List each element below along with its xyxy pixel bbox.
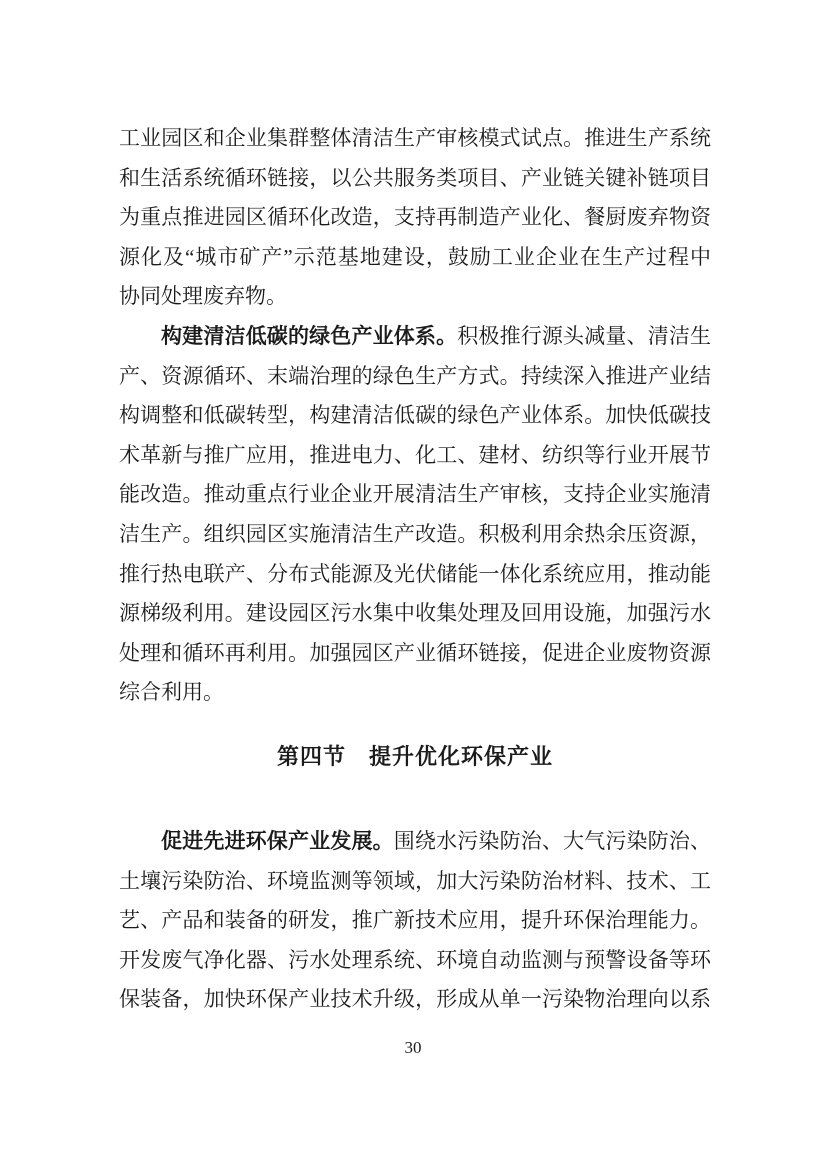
line-text: 推行热电联产、分布式能源及光伏储能一体化系统应用，推动能 [119,561,711,586]
text-line [119,277,711,317]
line-text: 洁生产。组织园区实施清洁生产改造。积极利用余热余压资源， [119,521,711,546]
paragraph-green-industry-system [119,317,711,713]
text-line [119,436,711,476]
text-line [119,980,711,1020]
line-text: 保装备，加快环保产业技术升级，形成从单一污染物治理向以系 [119,987,711,1012]
bold-lead-in: 促进先进环保产业发展。 [161,829,394,853]
text-line [119,475,711,515]
page-number: 30 [404,1038,422,1057]
text-line [119,357,711,397]
text-line [119,396,711,436]
text-line [119,515,711,555]
line-text: 处理和循环再利用。加强园区产业循环链接，促进企业废物资源 [119,640,711,665]
text-line [119,555,711,595]
line-text: 源梯级利用。建设园区污水集中收集处理及回用设施，加强污水 [119,601,711,626]
text-line [119,941,711,981]
text-line [119,901,711,941]
document-body [119,119,711,1020]
text-line [119,634,711,674]
text-line [119,198,711,238]
line-text: 协同处理废弃物。 [119,284,287,309]
text-line [119,822,711,862]
text-line [119,594,711,634]
line-text: 术革新与推广应用，推进电力、化工、建材、纺织等行业开展节 [119,442,711,467]
paragraph-environmental-industry [119,822,711,1020]
line-text: 积极推行源头减量、清洁生 [457,323,712,348]
line-text: 土壤污染防治、环境监测等领域，加大污染防治材料、技术、工 [119,868,711,893]
line-text: 工业园区和企业集群整体清洁生产审核模式试点。推进生产系统 [119,126,711,150]
line-text: 产、资源循环、末端治理的绿色生产方式。持续深入推进产业结 [119,363,711,388]
text-line [119,238,711,278]
line-text: 艺、产品和装备的研发，推广新技术应用，提升环保治理能力。 [119,908,711,933]
line-text: 开发废气净化器、污水处理系统、环境自动监测与预警设备等环 [119,947,711,972]
line-text: 构调整和低碳转型，构建清洁低碳的绿色产业体系。加快低碳技 [119,403,711,428]
bold-lead-in: 构建清洁低碳的绿色产业体系。 [161,324,458,348]
text-line [119,159,711,199]
text-line [119,317,711,357]
line-text: 为重点推进园区循环化改造，支持再制造产业化、餐厨废弃物资 [119,205,711,230]
text-line [119,119,711,159]
text-line [119,673,711,713]
line-text: 围绕水污染防治、大气污染防治、 [393,828,712,853]
paragraph-industrial-parks [119,119,711,317]
line-text: 综合利用。 [119,680,224,705]
text-line [119,862,711,902]
line-text: 源化及“城市矿产”示范基地建设，鼓励工业企业在生产过程中 [119,244,711,269]
line-text: 能改造。推动重点行业企业开展清洁生产审核，支持企业实施清 [119,482,711,507]
section-heading: 第四节 提升优化环保产业 [276,743,553,769]
line-text: 和生活系统循环链接，以公共服务类项目、产业链关键补链项目 [119,165,711,190]
